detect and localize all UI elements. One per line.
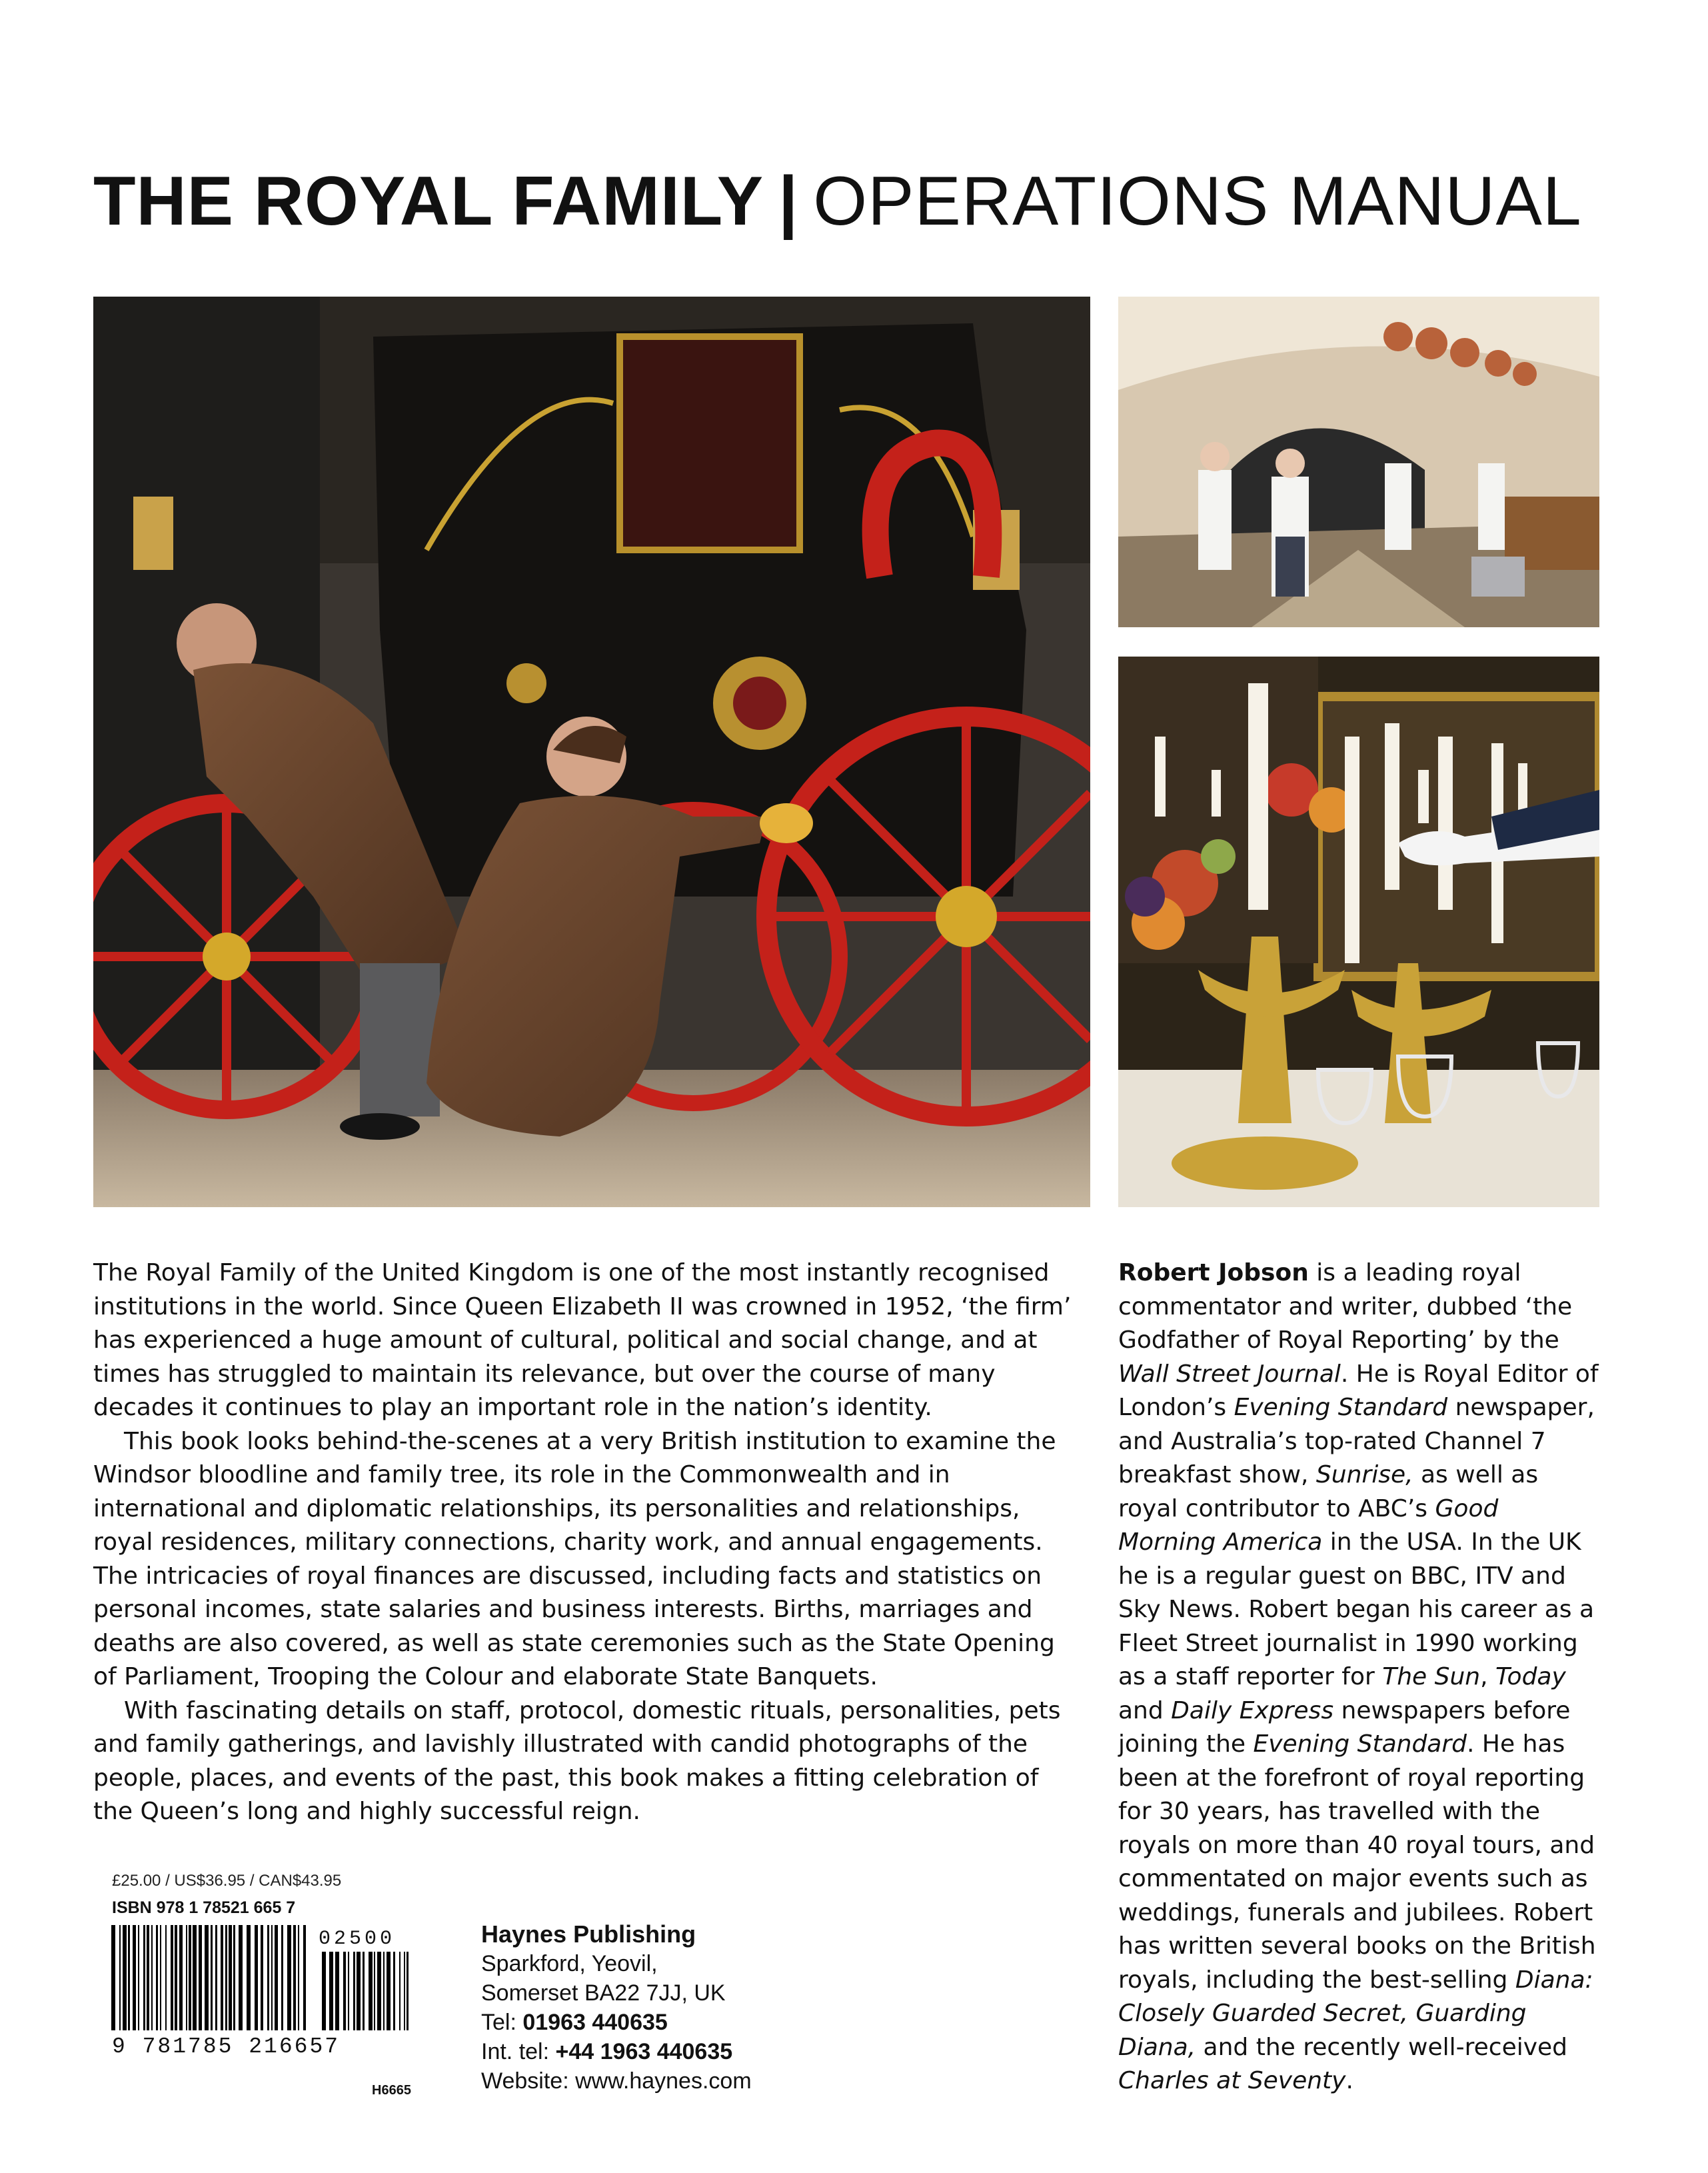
bio-italic: Charles at Seventy xyxy=(1118,2067,1346,2094)
bio-text: as well as royal contributor to ABC’s xyxy=(1118,1461,1539,1522)
description-paragraph: This book looks behind-the-scenes at a very British institution to examine the Windsor bloodline and family tree, its role in the Commonwealth and in international and diplomatic relationships, its personalities and relationships, royal residences, military connections, charity work, and annual engagements. The intricacies of royal finances are discussed, including facts and statistics on personal incomes, state salaries and business interests. Births, marriages and deaths are also covered, as well as state ceremonies such as the State Opening of Parliament, Trooping the Colour and elaborate State Banquets. xyxy=(93,1427,1056,1690)
book-title xyxy=(93,163,1582,240)
bio-italic: Today xyxy=(1495,1663,1566,1690)
bio-text: . He has been at the forefront of royal reporting for 30 years, has travelled with the royals on more than 40 royal tours, and commentated on major events such as weddings, funerals and jubilees. Robert has written several books on the British royals, including the best-selling xyxy=(1118,1730,1596,1994)
author-name: Robert Jobson xyxy=(1118,1259,1309,1286)
bio-text: . He is Royal Editor of London’s xyxy=(1118,1360,1599,1421)
bio-italic: The Sun xyxy=(1382,1663,1481,1690)
royal-kitchen-photo xyxy=(1118,297,1599,627)
bio-italic: Sunrise, xyxy=(1315,1461,1413,1488)
publisher-name: Haynes Publishing xyxy=(481,1920,696,1948)
bio-text: is a leading royal commentator and writer, dubbed ‘the Godfather of Royal Reporting’ by the xyxy=(1118,1259,1573,1354)
bio-italic: Evening Standard xyxy=(1234,1394,1448,1421)
bio-text: newspaper, and Australia’s top-rated Channel 7 breakfast show, xyxy=(1118,1394,1595,1488)
bio-italic: Wall Street Journal xyxy=(1118,1360,1341,1388)
bio-text: and the recently well-received xyxy=(1196,2033,1568,2061)
carriage-cleaning-photo xyxy=(93,297,1090,1207)
banquet-table-photo xyxy=(1118,657,1599,1207)
bio-text: in the USA. In the UK he is a regular guest on BBC, ITV and Sky News. Robert began his career as a Fleet Street journalist in 1990 working as a staff reporter for xyxy=(1118,1528,1595,1690)
book-description xyxy=(93,1256,1073,1829)
title-bold: THE ROYAL FAMILY xyxy=(93,163,764,240)
publisher-website: Website: www.haynes.com xyxy=(481,2068,752,2094)
tel-label: Tel: xyxy=(481,2010,523,2035)
publisher-int-telephone xyxy=(481,2037,752,2066)
bio-text: and xyxy=(1118,1696,1172,1724)
tel-number: 01963 440635 xyxy=(522,2010,668,2035)
isbn-line: ISBN 978 1 78521 665 7 xyxy=(112,1898,296,1917)
author-bio xyxy=(1118,1256,1599,2098)
title-subtitle: OPERATIONS MANUAL xyxy=(813,163,1582,240)
publisher-telephone xyxy=(481,2008,752,2037)
publisher-address-line: Sparkford, Yeovil, xyxy=(481,1951,658,1976)
bio-italic: Evening Standard xyxy=(1253,1730,1467,1758)
int-tel-label: Int. tel: xyxy=(481,2039,556,2064)
price-line: £25.00 / US$36.95 / CAN$43.95 xyxy=(112,1872,342,1890)
publisher-address-line: Somerset BA22 7JJ, UK xyxy=(481,1980,726,2006)
bio-italic: Good Morning America xyxy=(1118,1494,1499,1556)
title-separator: | xyxy=(778,163,799,240)
description-paragraph: With fascinating details on staff, protocol, domestic rituals, personalities, pets and family gatherings, and lavishly illustrated with candid photographs of the people, places, and events of the past, this book makes a fitting celebration of the Queen’s long and highly successful reign. xyxy=(93,1696,1061,1825)
barcode-addon-digits: 02500 xyxy=(319,1928,396,1950)
bio-text: . xyxy=(1345,2067,1353,2094)
bio-italic: Diana: Closely Guarded Secret, Guarding Diana, xyxy=(1118,1966,1593,2061)
barcode-digits: 9 781785 216657 xyxy=(112,2034,341,2059)
description-paragraph: The Royal Family of the United Kingdom is one of the most instantly recognised institutions in the world. Since Queen Elizabeth II was crowned in 1952, ‘the firm’ has experienced a huge amount of cultural, political and social change, and at times has struggled to maintain its relevance, but over the course of many decades it continues to play an important role in the nation’s identity. xyxy=(93,1259,1072,1421)
product-code: H6665 xyxy=(372,2083,411,2098)
bio-text: , xyxy=(1480,1663,1496,1690)
bio-text: newspapers before joining the xyxy=(1118,1696,1571,1758)
publisher-block xyxy=(481,1920,752,2096)
bio-italic: Daily Express xyxy=(1171,1696,1334,1724)
int-tel-number: +44 1963 440635 xyxy=(555,2039,733,2064)
